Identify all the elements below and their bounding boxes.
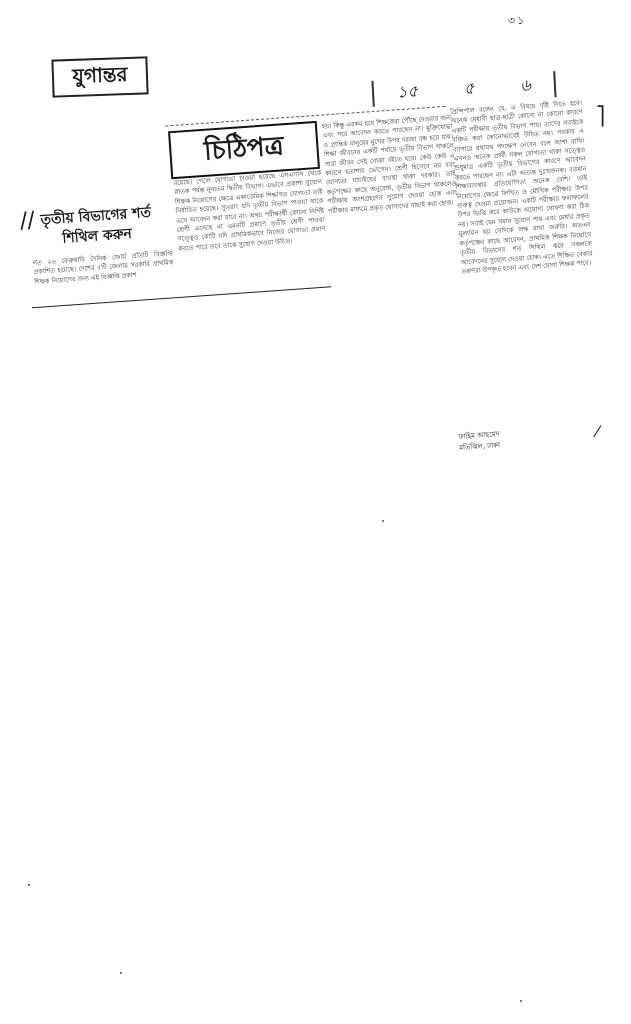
headline-slash-mark: // bbox=[19, 207, 36, 234]
letter-column-a: রয়েছে। গেলে যোগ্যতা চাওয়া হয়েছে এসএসসি থেকে স্নাতক পর্যন্ত নূন্যতম দ্বিতীয় বিভাগ। এভাবে প্রকাশ্য সুযোগ শিক্ষক নিয়োগের ক্ষেত্রে একাডেমিক শিক্ষাগত যোগ্যতা তাই নির্ধারিত হয়েছে। সুতরাং যদি তৃতীয় বিভাগ পাওয়া থাকে তবে আবেদন করা যাবে না। অথচ পরীক্ষার্থী কোনো নির্দিষ্ট শ্রেণী এসেছে না এমনটি প্রমাণে তৃতীয় শ্রেণী পাওয়া সত্ত্বেও কোটি যদি প্রাথমিকভাবে নিজের যোগ্যতা প্রমাণ করতে পারে তবে তাকে সুযোগ দেওয়া উচিত। bbox=[173, 168, 326, 253]
newspaper-name: যুগান্তর bbox=[51, 56, 148, 97]
scan-speck bbox=[120, 972, 122, 974]
scan-speck bbox=[28, 884, 30, 886]
scan-speck bbox=[520, 1000, 522, 1002]
newspaper-clipping bbox=[14, 78, 464, 320]
margin-tick-mark: ⁄ bbox=[596, 422, 599, 441]
letter-headline bbox=[19, 202, 167, 252]
margin-bracket-mark: ⎤ bbox=[596, 106, 605, 127]
author-name: ফাহিম আহমেদ bbox=[458, 430, 500, 441]
letter-intro: গত ২৬ ফেব্রুয়ারি দৈনিক জোর্য় প্রতিটি বিজ্ঞপ্তি প্রকাশিত হয়েছে। দেশের ৫টি জেলায় সরকারি প্রাথমিক শিক্ষক নিয়োগের জন্য এই বিজ্ঞপ্তি প্রকাশ bbox=[32, 249, 174, 286]
letter-column-b: হয়। কিন্তু এরকম হয়ে শিক্ষকেরা পৌঁছে দেওয়ার জন্য এবং পরে আবেদন করতে পারছেন না। মুক্তিযোদ্ধা ও প্রান্তিক মানুষের মুখের উপর দরজা বন্ধ হয়ে যায়। শিক্ষা জীবনের একটি পর্যায়ে তৃতীয় বিভাগ থাকলে সারা জীবন সেই বোঝা বইতে হবে। কেউ কেউ এ কারণে হতাশায় ভোগেন। শ্রেণী হিসেবে নয় বরং যোগ্যতা যাচাইয়ের ব্যবস্থা থাকা দরকার। তাই কর্তৃপক্ষের কাছে অনুরোধ, তৃতীয় বিভাগ থাকলেও পরীক্ষায় অংশগ্রহণের সুযোগ দেওয়া হোক এবং পরীক্ষার মাধ্যমে প্রকৃত যোগ্যদের বাছাই করা হোক। bbox=[321, 113, 458, 215]
date-month: ৫ bbox=[463, 77, 475, 98]
letter-headline-text: তৃতীয় বিভাগের শর্ত শিথিল করুন bbox=[40, 204, 152, 247]
letter-column-c: প্রিন্সিপাল বলেন যে, এ বিষয়ে দৃষ্টি দিতে হবে। অনেক মেধাবী ছাত্র-ছাত্রী কোনো না কোনো কারণে একটি পরীক্ষায় তৃতীয় বিভাগ পায়। তাদের সবাইকে বঞ্চিত করা কোনোভাবেই উচিত নয়। সরকার এ ব্যাপারে যথাযথ পদক্ষেপ নেবেন বলে আশা রাখি। এখনও অনেক প্রার্থী সকল যোগ্যতা থাকা সত্ত্বেও শুধুমাত্র একটি তৃতীয় বিভাগের কারণে আবেদন করতে পারছেন না। এটা অত্যন্ত দুঃখজনক। বর্তমান শিক্ষাব্যবস্থায় প্রতিযোগিতা অনেক বেশি। তাই নিয়োগের ক্ষেত্রে লিখিত ও মৌখিক পরীক্ষার উপর গুরুত্ব দেওয়া প্রয়োজন। একটি পরীক্ষার ফলাফলের উপর ভিত্তি করে কাউকে অযোগ্য ঘোষণা করা ঠিক নয়। সবাই যেন সমান সুযোগ পায় এবং মেধার প্রকৃত মূল্যায়ন হয় সেদিকে লক্ষ রাখা জরুরি। অতএব কর্তৃপক্ষের কাছে আবেদন, প্রাথমিক শিক্ষক নিয়োগে তৃতীয় বিভাগের শর্ত শিথিল করে সকলকে আবেদনের সুযোগ দেওয়া হোক। এতে শিক্ষিত বেকার তরুণরা উপকৃত হবেন এবং দেশ যোগ্য শিক্ষক পাবে। bbox=[450, 98, 593, 276]
author-location: মতিঝিল, ঢাকা bbox=[458, 441, 501, 452]
date-day: ১৫ bbox=[396, 80, 419, 101]
date-year: ৬ bbox=[519, 75, 532, 95]
scan-speck bbox=[382, 520, 384, 522]
page-number: ৩১ bbox=[508, 14, 527, 27]
letter-signoff bbox=[458, 424, 579, 454]
section-title: চিঠিপত্র bbox=[168, 121, 320, 179]
